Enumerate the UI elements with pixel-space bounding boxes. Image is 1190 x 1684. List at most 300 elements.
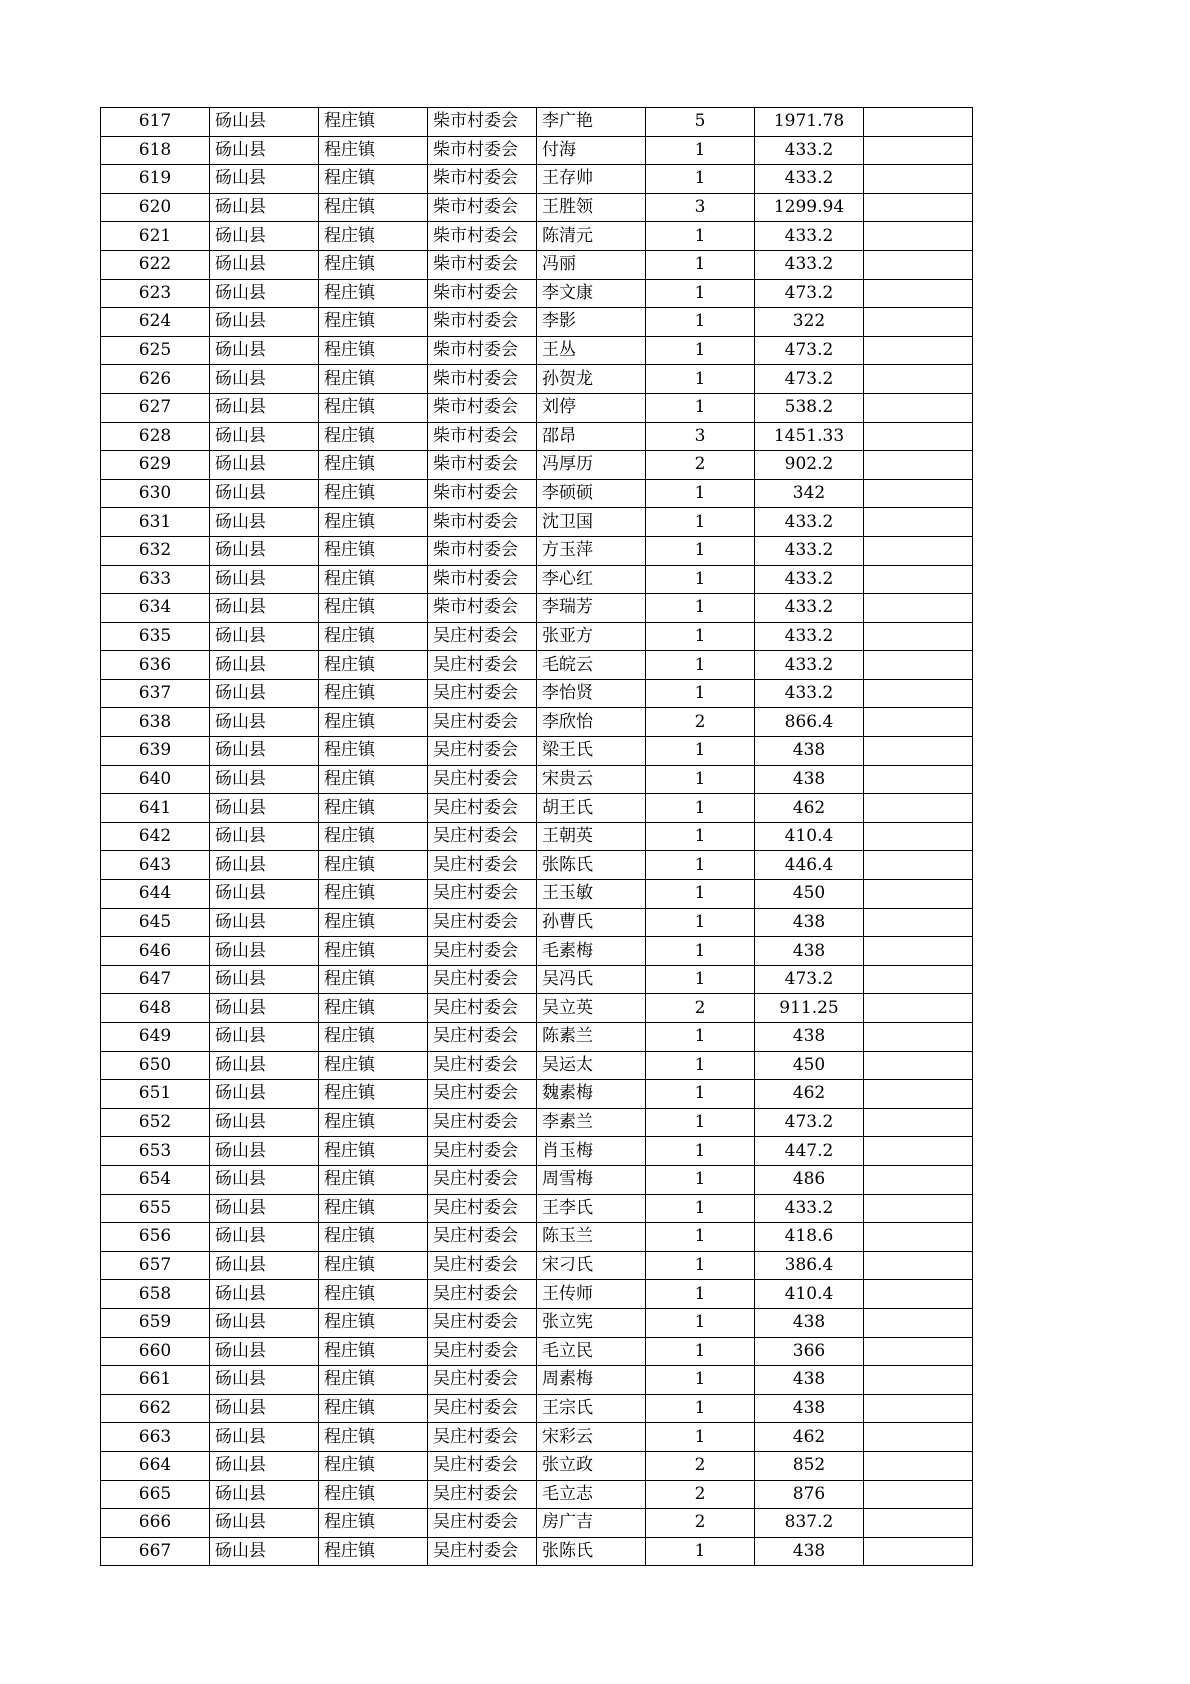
county-cell: 砀山县 — [210, 136, 319, 165]
name-cell: 王宗氏 — [537, 1394, 646, 1423]
count-cell: 1 — [646, 1223, 755, 1252]
village-cell: 柴市村委会 — [428, 451, 537, 480]
name-cell: 王传师 — [537, 1280, 646, 1309]
town-cell: 程庄镇 — [319, 422, 428, 451]
village-cell: 柴市村委会 — [428, 565, 537, 594]
table-row — [101, 1223, 973, 1252]
remark-cell — [864, 679, 973, 708]
table-row — [101, 1251, 973, 1280]
amount-cell: 438 — [755, 1394, 864, 1423]
amount-cell: 462 — [755, 1423, 864, 1452]
village-cell: 柴市村委会 — [428, 479, 537, 508]
table-row — [101, 479, 973, 508]
town-cell: 程庄镇 — [319, 1537, 428, 1566]
town-cell: 程庄镇 — [319, 1451, 428, 1480]
count-cell: 2 — [646, 994, 755, 1023]
county-cell: 砀山县 — [210, 1366, 319, 1395]
village-cell: 柴市村委会 — [428, 508, 537, 537]
name-cell: 周素梅 — [537, 1366, 646, 1395]
village-cell: 吴庄村委会 — [428, 1480, 537, 1509]
name-cell: 刘停 — [537, 393, 646, 422]
amount-cell: 433.2 — [755, 136, 864, 165]
count-cell: 1 — [646, 565, 755, 594]
table-row — [101, 994, 973, 1023]
row-number-cell: 629 — [101, 451, 210, 480]
town-cell: 程庄镇 — [319, 965, 428, 994]
name-cell: 陈素兰 — [537, 1023, 646, 1052]
name-cell: 张立政 — [537, 1451, 646, 1480]
village-cell: 吴庄村委会 — [428, 994, 537, 1023]
table-row — [101, 508, 973, 537]
county-cell: 砀山县 — [210, 1223, 319, 1252]
remark-cell — [864, 1051, 973, 1080]
remark-cell — [864, 1423, 973, 1452]
table-row — [101, 651, 973, 680]
amount-cell: 322 — [755, 308, 864, 337]
amount-cell: 438 — [755, 1308, 864, 1337]
name-cell: 宋彩云 — [537, 1423, 646, 1452]
town-cell: 程庄镇 — [319, 994, 428, 1023]
name-cell: 李心红 — [537, 565, 646, 594]
remark-cell — [864, 1366, 973, 1395]
row-number-cell: 630 — [101, 479, 210, 508]
town-cell: 程庄镇 — [319, 1280, 428, 1309]
name-cell: 冯丽 — [537, 250, 646, 279]
row-number-cell: 622 — [101, 250, 210, 279]
town-cell: 程庄镇 — [319, 851, 428, 880]
name-cell: 李广艳 — [537, 108, 646, 137]
remark-cell — [864, 1337, 973, 1366]
row-number-cell: 660 — [101, 1337, 210, 1366]
county-cell: 砀山县 — [210, 737, 319, 766]
remark-cell — [864, 479, 973, 508]
town-cell: 程庄镇 — [319, 794, 428, 823]
row-number-cell: 662 — [101, 1394, 210, 1423]
count-cell: 1 — [646, 937, 755, 966]
amount-cell: 438 — [755, 765, 864, 794]
county-cell: 砀山县 — [210, 1080, 319, 1109]
amount-cell: 446.4 — [755, 851, 864, 880]
town-cell: 程庄镇 — [319, 822, 428, 851]
row-number-cell: 625 — [101, 336, 210, 365]
remark-cell — [864, 1480, 973, 1509]
name-cell: 王李氏 — [537, 1194, 646, 1223]
remark-cell — [864, 1223, 973, 1252]
county-cell: 砀山县 — [210, 1509, 319, 1538]
village-cell: 柴市村委会 — [428, 393, 537, 422]
name-cell: 王玉敏 — [537, 880, 646, 909]
county-cell: 砀山县 — [210, 365, 319, 394]
name-cell: 付海 — [537, 136, 646, 165]
village-cell: 吴庄村委会 — [428, 679, 537, 708]
amount-cell: 1451.33 — [755, 422, 864, 451]
table-row — [101, 365, 973, 394]
county-cell: 砀山县 — [210, 193, 319, 222]
village-cell: 吴庄村委会 — [428, 651, 537, 680]
remark-cell — [864, 565, 973, 594]
town-cell: 程庄镇 — [319, 1308, 428, 1337]
village-cell: 柴市村委会 — [428, 536, 537, 565]
amount-cell: 438 — [755, 737, 864, 766]
table-row — [101, 1280, 973, 1309]
table-row — [101, 565, 973, 594]
row-number-cell: 650 — [101, 1051, 210, 1080]
amount-cell: 438 — [755, 937, 864, 966]
amount-cell: 433.2 — [755, 565, 864, 594]
remark-cell — [864, 1251, 973, 1280]
remark-cell — [864, 1137, 973, 1166]
village-cell: 吴庄村委会 — [428, 1165, 537, 1194]
county-cell: 砀山县 — [210, 622, 319, 651]
village-cell: 吴庄村委会 — [428, 965, 537, 994]
village-cell: 吴庄村委会 — [428, 1451, 537, 1480]
town-cell: 程庄镇 — [319, 336, 428, 365]
county-cell: 砀山县 — [210, 165, 319, 194]
county-cell: 砀山县 — [210, 851, 319, 880]
village-cell: 柴市村委会 — [428, 594, 537, 623]
table-row — [101, 679, 973, 708]
table-row — [101, 1023, 973, 1052]
county-cell: 砀山县 — [210, 1108, 319, 1137]
count-cell: 1 — [646, 965, 755, 994]
village-cell: 吴庄村委会 — [428, 1023, 537, 1052]
county-cell: 砀山县 — [210, 1051, 319, 1080]
row-number-cell: 643 — [101, 851, 210, 880]
count-cell: 3 — [646, 422, 755, 451]
remark-cell — [864, 737, 973, 766]
table-row — [101, 336, 973, 365]
county-cell: 砀山县 — [210, 594, 319, 623]
amount-cell: 438 — [755, 908, 864, 937]
count-cell: 1 — [646, 794, 755, 823]
row-number-cell: 644 — [101, 880, 210, 909]
county-cell: 砀山县 — [210, 994, 319, 1023]
row-number-cell: 641 — [101, 794, 210, 823]
table-row — [101, 622, 973, 651]
row-number-cell: 646 — [101, 937, 210, 966]
amount-cell: 433.2 — [755, 508, 864, 537]
county-cell: 砀山县 — [210, 1423, 319, 1452]
amount-cell: 473.2 — [755, 365, 864, 394]
count-cell: 1 — [646, 336, 755, 365]
row-number-cell: 667 — [101, 1537, 210, 1566]
remark-cell — [864, 794, 973, 823]
county-cell: 砀山县 — [210, 794, 319, 823]
row-number-cell: 624 — [101, 308, 210, 337]
town-cell: 程庄镇 — [319, 1051, 428, 1080]
row-number-cell: 632 — [101, 536, 210, 565]
count-cell: 1 — [646, 308, 755, 337]
row-number-cell: 634 — [101, 594, 210, 623]
row-number-cell: 635 — [101, 622, 210, 651]
county-cell: 砀山县 — [210, 937, 319, 966]
town-cell: 程庄镇 — [319, 222, 428, 251]
village-cell: 柴市村委会 — [428, 336, 537, 365]
county-cell: 砀山县 — [210, 708, 319, 737]
count-cell: 1 — [646, 622, 755, 651]
table-row — [101, 708, 973, 737]
count-cell: 1 — [646, 250, 755, 279]
amount-cell: 433.2 — [755, 222, 864, 251]
town-cell: 程庄镇 — [319, 1194, 428, 1223]
village-cell: 吴庄村委会 — [428, 622, 537, 651]
remark-cell — [864, 1023, 973, 1052]
table-row — [101, 1108, 973, 1137]
county-cell: 砀山县 — [210, 1308, 319, 1337]
name-cell: 王朝英 — [537, 822, 646, 851]
village-cell: 吴庄村委会 — [428, 1509, 537, 1538]
village-cell: 吴庄村委会 — [428, 1308, 537, 1337]
name-cell: 邵昂 — [537, 422, 646, 451]
table-row — [101, 1194, 973, 1223]
table-body — [101, 108, 973, 1566]
town-cell: 程庄镇 — [319, 622, 428, 651]
row-number-cell: 640 — [101, 765, 210, 794]
count-cell: 1 — [646, 536, 755, 565]
village-cell: 吴庄村委会 — [428, 1223, 537, 1252]
row-number-cell: 639 — [101, 737, 210, 766]
row-number-cell: 664 — [101, 1451, 210, 1480]
table-row — [101, 1051, 973, 1080]
town-cell: 程庄镇 — [319, 250, 428, 279]
remark-cell — [864, 1537, 973, 1566]
name-cell: 陈玉兰 — [537, 1223, 646, 1252]
count-cell: 2 — [646, 1451, 755, 1480]
county-cell: 砀山县 — [210, 880, 319, 909]
table-row — [101, 222, 973, 251]
count-cell: 1 — [646, 1108, 755, 1137]
town-cell: 程庄镇 — [319, 1137, 428, 1166]
county-cell: 砀山县 — [210, 279, 319, 308]
row-number-cell: 648 — [101, 994, 210, 1023]
table-row — [101, 1537, 973, 1566]
town-cell: 程庄镇 — [319, 308, 428, 337]
remark-cell — [864, 1080, 973, 1109]
table-row — [101, 737, 973, 766]
county-cell: 砀山县 — [210, 508, 319, 537]
town-cell: 程庄镇 — [319, 1480, 428, 1509]
town-cell: 程庄镇 — [319, 536, 428, 565]
town-cell: 程庄镇 — [319, 1394, 428, 1423]
village-cell: 吴庄村委会 — [428, 880, 537, 909]
name-cell: 梁王氏 — [537, 737, 646, 766]
amount-cell: 538.2 — [755, 393, 864, 422]
county-cell: 砀山县 — [210, 250, 319, 279]
name-cell: 张陈氏 — [537, 851, 646, 880]
table-row — [101, 193, 973, 222]
town-cell: 程庄镇 — [319, 908, 428, 937]
county-cell: 砀山县 — [210, 451, 319, 480]
village-cell: 柴市村委会 — [428, 279, 537, 308]
remark-cell — [864, 165, 973, 194]
amount-cell: 1299.94 — [755, 193, 864, 222]
name-cell: 李文康 — [537, 279, 646, 308]
count-cell: 2 — [646, 451, 755, 480]
remark-cell — [864, 937, 973, 966]
village-cell: 柴市村委会 — [428, 165, 537, 194]
row-number-cell: 627 — [101, 393, 210, 422]
village-cell: 吴庄村委会 — [428, 708, 537, 737]
count-cell: 1 — [646, 1366, 755, 1395]
remark-cell — [864, 1308, 973, 1337]
amount-cell: 386.4 — [755, 1251, 864, 1280]
amount-cell: 410.4 — [755, 1280, 864, 1309]
count-cell: 5 — [646, 108, 755, 137]
amount-cell: 866.4 — [755, 708, 864, 737]
table-row — [101, 308, 973, 337]
remark-cell — [864, 422, 973, 451]
town-cell: 程庄镇 — [319, 1366, 428, 1395]
table-row — [101, 1165, 973, 1194]
name-cell: 张陈氏 — [537, 1537, 646, 1566]
remark-cell — [864, 708, 973, 737]
table-row — [101, 1366, 973, 1395]
name-cell: 宋刁氏 — [537, 1251, 646, 1280]
remark-cell — [864, 851, 973, 880]
village-cell: 吴庄村委会 — [428, 1537, 537, 1566]
count-cell: 1 — [646, 1194, 755, 1223]
amount-cell: 410.4 — [755, 822, 864, 851]
village-cell: 吴庄村委会 — [428, 908, 537, 937]
village-cell: 吴庄村委会 — [428, 794, 537, 823]
name-cell: 李影 — [537, 308, 646, 337]
remark-cell — [864, 1165, 973, 1194]
village-cell: 吴庄村委会 — [428, 851, 537, 880]
amount-cell: 450 — [755, 880, 864, 909]
county-cell: 砀山县 — [210, 422, 319, 451]
count-cell: 1 — [646, 1337, 755, 1366]
row-number-cell: 618 — [101, 136, 210, 165]
town-cell: 程庄镇 — [319, 679, 428, 708]
remark-cell — [864, 965, 973, 994]
row-number-cell: 633 — [101, 565, 210, 594]
town-cell: 程庄镇 — [319, 451, 428, 480]
name-cell: 沈卫国 — [537, 508, 646, 537]
count-cell: 1 — [646, 1023, 755, 1052]
village-cell: 柴市村委会 — [428, 222, 537, 251]
county-cell: 砀山县 — [210, 1137, 319, 1166]
county-cell: 砀山县 — [210, 565, 319, 594]
row-number-cell: 620 — [101, 193, 210, 222]
village-cell: 吴庄村委会 — [428, 1194, 537, 1223]
town-cell: 程庄镇 — [319, 765, 428, 794]
county-cell: 砀山县 — [210, 765, 319, 794]
amount-cell: 876 — [755, 1480, 864, 1509]
row-number-cell: 663 — [101, 1423, 210, 1452]
count-cell: 1 — [646, 1080, 755, 1109]
count-cell: 1 — [646, 679, 755, 708]
table-row — [101, 108, 973, 137]
count-cell: 1 — [646, 737, 755, 766]
county-cell: 砀山县 — [210, 393, 319, 422]
remark-cell — [864, 393, 973, 422]
count-cell: 1 — [646, 279, 755, 308]
name-cell: 宋贵云 — [537, 765, 646, 794]
amount-cell: 473.2 — [755, 965, 864, 994]
count-cell: 1 — [646, 479, 755, 508]
table-row — [101, 1394, 973, 1423]
remark-cell — [864, 451, 973, 480]
county-cell: 砀山县 — [210, 1023, 319, 1052]
amount-cell: 438 — [755, 1023, 864, 1052]
table-row — [101, 1451, 973, 1480]
county-cell: 砀山县 — [210, 679, 319, 708]
county-cell: 砀山县 — [210, 1280, 319, 1309]
village-cell: 柴市村委会 — [428, 365, 537, 394]
town-cell: 程庄镇 — [319, 1223, 428, 1252]
remark-cell — [864, 880, 973, 909]
town-cell: 程庄镇 — [319, 594, 428, 623]
amount-cell: 837.2 — [755, 1509, 864, 1538]
town-cell: 程庄镇 — [319, 565, 428, 594]
amount-cell: 366 — [755, 1337, 864, 1366]
remark-cell — [864, 1394, 973, 1423]
count-cell: 1 — [646, 1394, 755, 1423]
count-cell: 1 — [646, 822, 755, 851]
amount-cell: 433.2 — [755, 536, 864, 565]
table-row — [101, 822, 973, 851]
county-cell: 砀山县 — [210, 965, 319, 994]
count-cell: 1 — [646, 908, 755, 937]
remark-cell — [864, 822, 973, 851]
name-cell: 吴冯氏 — [537, 965, 646, 994]
data-table — [100, 107, 973, 1566]
count-cell: 1 — [646, 1308, 755, 1337]
village-cell: 吴庄村委会 — [428, 1051, 537, 1080]
town-cell: 程庄镇 — [319, 1108, 428, 1137]
remark-cell — [864, 536, 973, 565]
town-cell: 程庄镇 — [319, 651, 428, 680]
remark-cell — [864, 1451, 973, 1480]
count-cell: 1 — [646, 1251, 755, 1280]
remark-cell — [864, 336, 973, 365]
amount-cell: 902.2 — [755, 451, 864, 480]
row-number-cell: 658 — [101, 1280, 210, 1309]
amount-cell: 433.2 — [755, 1194, 864, 1223]
row-number-cell: 661 — [101, 1366, 210, 1395]
remark-cell — [864, 651, 973, 680]
remark-cell — [864, 250, 973, 279]
village-cell: 吴庄村委会 — [428, 737, 537, 766]
town-cell: 程庄镇 — [319, 737, 428, 766]
row-number-cell: 638 — [101, 708, 210, 737]
town-cell: 程庄镇 — [319, 279, 428, 308]
remark-cell — [864, 994, 973, 1023]
village-cell: 吴庄村委会 — [428, 1108, 537, 1137]
row-number-cell: 656 — [101, 1223, 210, 1252]
village-cell: 吴庄村委会 — [428, 1280, 537, 1309]
row-number-cell: 653 — [101, 1137, 210, 1166]
row-number-cell: 619 — [101, 165, 210, 194]
village-cell: 柴市村委会 — [428, 193, 537, 222]
row-number-cell: 645 — [101, 908, 210, 937]
count-cell: 1 — [646, 393, 755, 422]
amount-cell: 462 — [755, 794, 864, 823]
row-number-cell: 647 — [101, 965, 210, 994]
count-cell: 1 — [646, 1423, 755, 1452]
count-cell: 1 — [646, 1051, 755, 1080]
village-cell: 吴庄村委会 — [428, 937, 537, 966]
count-cell: 1 — [646, 651, 755, 680]
name-cell: 李怡贤 — [537, 679, 646, 708]
table-row — [101, 536, 973, 565]
row-number-cell: 654 — [101, 1165, 210, 1194]
name-cell: 肖玉梅 — [537, 1137, 646, 1166]
amount-cell: 433.2 — [755, 594, 864, 623]
county-cell: 砀山县 — [210, 651, 319, 680]
table-row — [101, 851, 973, 880]
name-cell: 吴运太 — [537, 1051, 646, 1080]
